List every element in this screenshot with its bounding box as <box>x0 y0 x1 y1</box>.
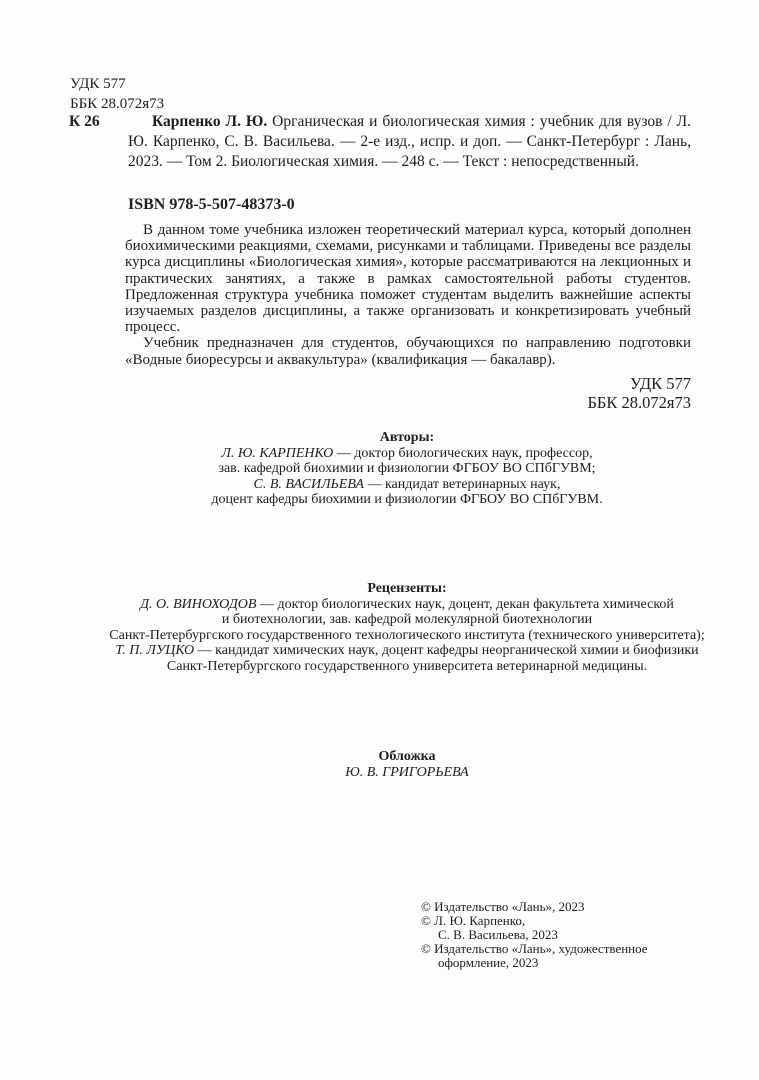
reviewer-degree: — кандидат химических наук, доцент кафедры неорганической химии и биофизики <box>194 643 699 658</box>
authors-line <box>218 461 595 477</box>
bbk-code-right: ББК 28.072я73 <box>587 393 691 412</box>
author-name: С. В. ВАСИЛЬЕВА <box>253 476 364 492</box>
bottom-classification-codes <box>587 374 691 412</box>
isbn-number: ISBN 978-5-507-48373-0 <box>128 196 295 213</box>
authors-heading: Авторы: <box>379 430 435 445</box>
author-degree: — доктор биологических наук, профессор, <box>333 445 593 461</box>
copyright-line: С. В. Васильева, 2023 <box>438 927 558 942</box>
biblio-author-heading: Карпенко Л. Ю. <box>152 113 268 130</box>
udk-code-top: УДК 577 <box>70 76 126 92</box>
authors-line <box>221 446 592 462</box>
reviewer-line <box>167 659 647 675</box>
reviewer-line <box>140 597 674 613</box>
author-name: Л. Ю. КАРПЕНКО <box>221 445 334 461</box>
annotation-paragraph-2: Учебник предназначен для студентов, обучающихся по направлению подготовки «Водные биоресурсы и аквакультура» (квалификация — бакалавр). <box>125 335 691 368</box>
author-degree: — кандидат ветеринарных наук, <box>363 476 561 492</box>
annotation-paragraph-1: В данном томе учебника изложен теоретический материал курса, который дополнен биохимическими реакциями, схемами, рисунками и таблицами. Приведены все разделы курса дисциплины «Биологическая химия», которые рассматриваются на лекционных и практических занятиях, а также в рамках самостоятельной работы студентов. Предложенная структура учебника поможет студентам выделить важнейшие аспекты изучаемых разделов дисциплины, а также организовать и конкретизировать учебный процесс. <box>125 222 691 336</box>
reviewer-degree: Санкт-Петербургского государственного технологического института (технического университета); <box>109 627 705 643</box>
bibliographic-record <box>128 112 691 172</box>
authors-line <box>254 477 561 493</box>
reviewers-heading: Рецензенты: <box>367 581 447 596</box>
authors-line <box>211 492 602 508</box>
udk-code-right: УДК 577 <box>629 374 691 393</box>
copyright-line: оформление, 2023 <box>438 955 539 970</box>
copyright-line: © Л. Ю. Карпенко, <box>421 913 526 928</box>
author-sign-code: К 26 <box>69 113 100 130</box>
reviewer-degree: — доктор биологических наук, доцент, декан факультета химической <box>256 596 674 612</box>
reviewer-line <box>109 628 704 644</box>
cover-heading: Обложка <box>378 749 436 764</box>
copyright-line: © Издательство «Лань», 2023 <box>421 899 585 914</box>
biblio-description: Органическая и биологическая химия : учебник для вузов / Л. Ю. Карпенко, С. В. Васильева. — 2-е изд., испр. и доп. — Санкт-Петербург : Лань, 2023. — Том 2. Биологическая химия. — 248 с. — Текст : непосредственный. <box>128 113 691 170</box>
copyright-block <box>421 900 648 970</box>
reviewer-name: Т. П. ЛУЦКО <box>115 643 195 658</box>
bbk-code-top: ББК 28.072я73 <box>70 96 165 112</box>
reviewer-degree: и биотехнологии, зав. кафедрой молекулярной биотехнологии <box>221 612 593 627</box>
author-degree: зав. кафедрой биохимии и физиологии ФГБОУ ВО СПбГУВМ; <box>218 461 596 476</box>
cover-designer-name: Ю. В. ГРИГОРЬЕВА <box>345 764 469 780</box>
reviewer-line <box>115 643 698 659</box>
reviewer-line <box>222 612 592 628</box>
reviewer-degree: Санкт-Петербургского государственного университета ветеринарной медицины. <box>166 658 648 674</box>
reviewers-block <box>109 581 705 674</box>
annotation <box>125 222 691 368</box>
copyright-line: © Издательство «Лань», художественное <box>421 941 648 956</box>
author-degree: доцент кафедры биохимии и физиологии ФГБОУ ВО СПбГУВМ. <box>211 492 603 507</box>
reviewer-name: Д. О. ВИНОХОДОВ <box>140 596 257 612</box>
cover-credit-block <box>123 749 691 780</box>
top-classification-codes <box>70 74 164 114</box>
authors-block <box>123 430 691 508</box>
